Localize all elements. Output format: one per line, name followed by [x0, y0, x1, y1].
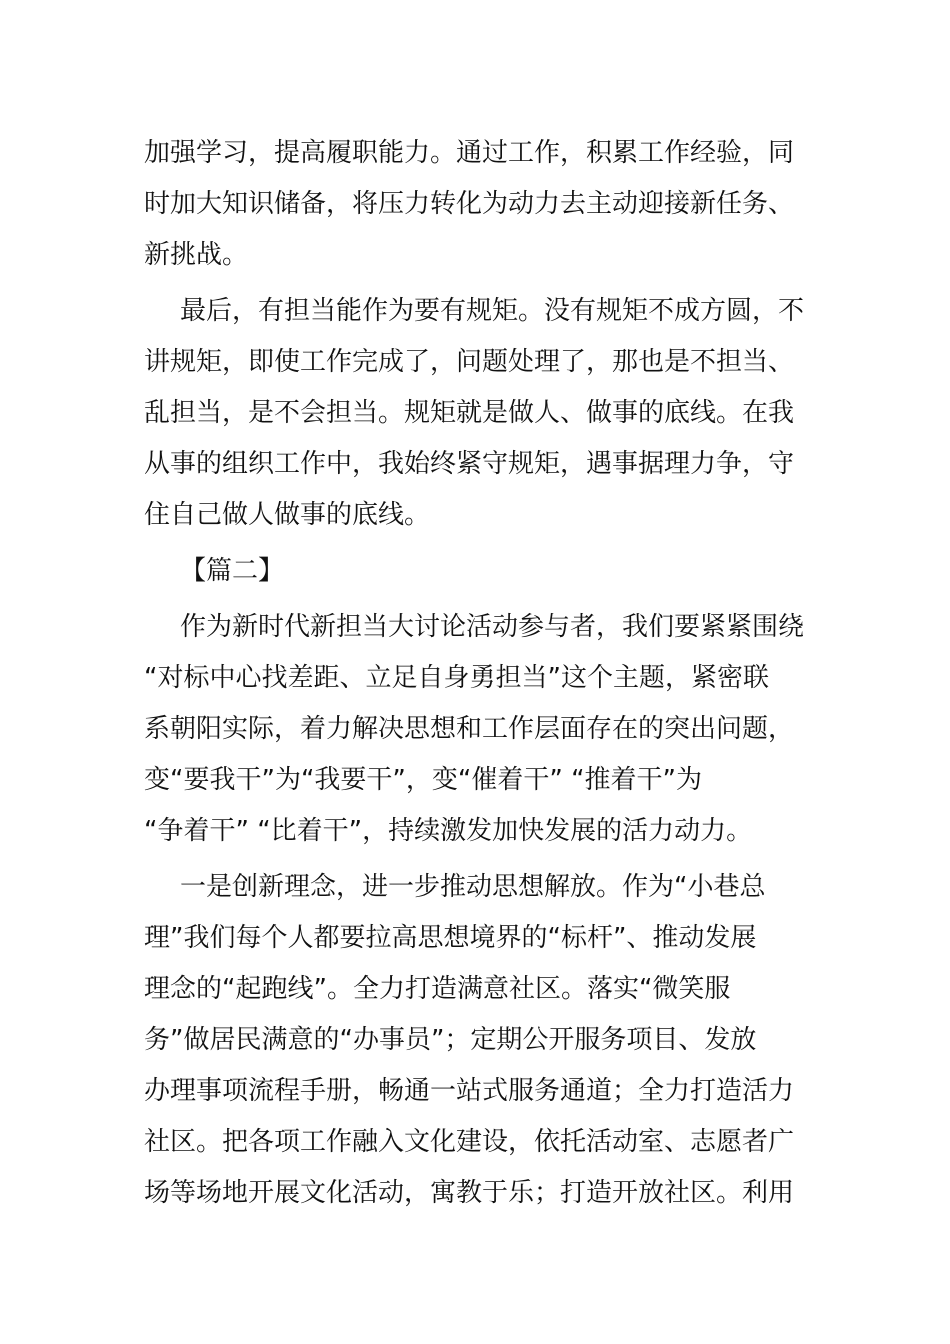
text-line: 最后，有担当能作为要有规矩。没有规矩不成方圆，不	[180, 296, 805, 326]
text-line: 乱担当，是不会担当。规矩就是做人、做事的底线。在我	[144, 398, 795, 428]
text-line: 办理事项流程手册，畅通一站式服务通道；全力打造活力	[144, 1076, 795, 1106]
text-line: 时加大知识储备，将压力转化为动力去主动迎接新任务、	[144, 189, 795, 219]
text-line: 系朝阳实际，着力解决思想和工作层面存在的突出问题，	[144, 714, 795, 744]
text-line: 理”我们每个人都要拉高思想境界的“标杆”、推动发展	[144, 923, 757, 953]
text-line: 变“要我干”为“我要干”，变“催着干” “推着干”为	[144, 765, 703, 795]
document-body	[144, 128, 805, 1219]
text-line: 社区。把各项工作融入文化建设，依托活动室、志愿者广	[144, 1127, 795, 1157]
section-heading: 【篇二】	[180, 556, 285, 586]
text-line: “争着干” “比着干”，持续激发加快发展的活力动力。	[144, 816, 753, 846]
text-line: 住自己做人做事的底线。	[144, 500, 431, 530]
text-line: “对标中心找差距、立足自身勇担当”这个主题，紧密联	[144, 663, 769, 693]
text-line: 务”做居民满意的“办事员”；定期公开服务项目、发放	[144, 1025, 757, 1055]
text-line: 从事的组织工作中，我始终紧守规矩，遇事据理力争，守	[144, 449, 795, 479]
text-line: 讲规矩，即使工作完成了，问题处理了，那也是不担当、	[144, 347, 795, 377]
text-line: 加强学习，提高履职能力。通过工作，积累工作经验，同	[144, 138, 795, 168]
text-line: 理念的“起跑线”。全力打造满意社区。落实“微笑服	[144, 974, 731, 1004]
text-line: 场等场地开展文化活动，寓教于乐；打造开放社区。利用	[144, 1178, 795, 1208]
text-line: 作为新时代新担当大讨论活动参与者，我们要紧紧围绕	[180, 612, 805, 642]
text-line: 新挑战。	[144, 240, 249, 270]
text-line: 一是创新理念，进一步推动思想解放。作为“小巷总	[180, 872, 766, 902]
